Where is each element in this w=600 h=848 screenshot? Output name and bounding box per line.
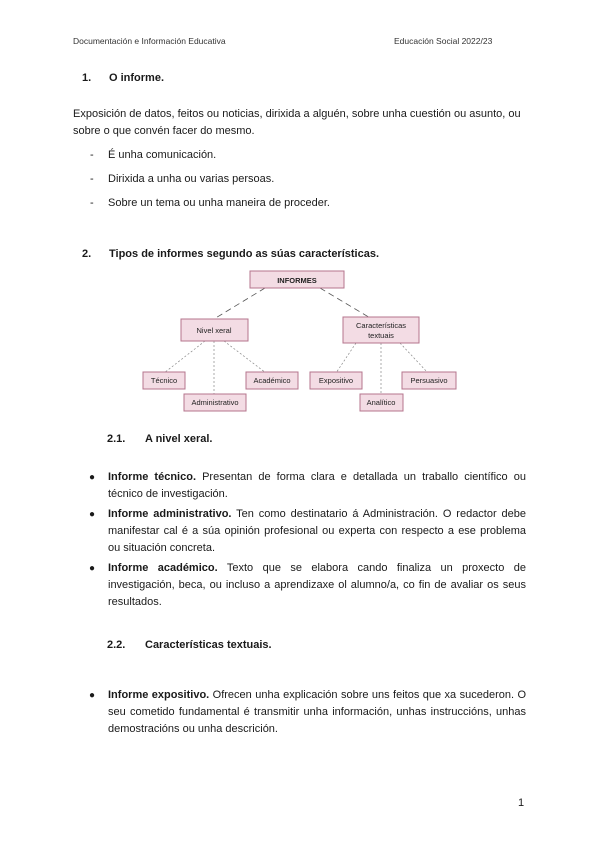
bullet-text: Presentan de forma clara e detallada un traballo científico ou técnico de investigación. — [108, 471, 526, 500]
label-expositivo: Expositivo — [318, 376, 354, 385]
bullet-icon: ● — [89, 690, 96, 701]
bullet-icon: ● — [89, 472, 96, 483]
section-1-title: O informe. — [109, 72, 165, 84]
page-number: 1 — [518, 797, 525, 809]
connector-left-tecnico — [164, 341, 205, 373]
list-item: - Sobre un tema ou unha maneira de proceder. — [90, 197, 330, 209]
section-2-1-heading — [107, 433, 407, 447]
connector-right-expositivo — [336, 343, 356, 373]
label-textuais: textuais — [368, 331, 394, 340]
connector-right-persuasivo — [400, 343, 428, 373]
list-item — [89, 687, 527, 738]
label-nivel-xeral: Nivel xeral — [196, 326, 232, 335]
connector-root-right — [320, 288, 372, 319]
header-left: Documentación e Información Educativa — [73, 36, 226, 46]
section-2-2-heading — [107, 639, 407, 653]
section-2-title: Tipos de informes segundo as súas características. — [109, 248, 380, 260]
connector-left-academico — [224, 341, 266, 373]
bullet-term: Informe académico. — [108, 562, 218, 574]
bullet-text: Ten como destinatario á Administración. O redactor debe manifestar cal é a súa opinión profesional ou experta con respecto a ese problema ou situación concreta. — [108, 508, 527, 554]
section-2-2-title: Características textuais. — [145, 639, 272, 651]
section-1-definition: Exposición de datos, feitos ou noticias, dirixida a alguén, sobre unha cuestión ou asunto, ou sobre o que convén facer do mesmo. — [73, 108, 521, 137]
bullet-term: Informe técnico. — [108, 471, 196, 483]
section-2-number: 2. — [82, 248, 92, 260]
bullet-icon: ● — [89, 509, 96, 520]
bullet-term: Informe administrativo. — [108, 508, 232, 520]
bullet-icon: ● — [89, 563, 96, 574]
label-tecnico: Técnico — [150, 376, 178, 385]
header-right: Educación Social 2022/23 — [394, 36, 493, 46]
section-2-2-number: 2.2. — [107, 639, 126, 651]
bullet-text: Ofrecen unha explicación sobre uns feitos que xa sucederon. O seu cometido fundamental é transmitir unha información, unhas instruccións, unhas demostracións ou unha descrición. — [108, 689, 527, 735]
label-caracteristicas: Características — [355, 321, 407, 330]
list-item — [89, 560, 526, 611]
section-1-number: 1. — [82, 72, 92, 84]
list-item: - É unha comunicación. — [90, 149, 217, 161]
connector-root-left — [214, 288, 265, 319]
list-item: - Dirixida a unha ou varias persoas. — [90, 173, 275, 185]
list-item — [89, 506, 527, 557]
label-administrativo: Administrativo — [191, 398, 239, 407]
label-persuasivo: Persuasivo — [410, 376, 448, 385]
bullet-term: Informe expositivo. — [108, 689, 210, 701]
list-item — [89, 469, 526, 503]
label-analitico: Analítico — [366, 398, 396, 407]
section-2-1-title: A nivel xeral. — [145, 433, 213, 445]
bullet-text: Texto que se elabora cando finaliza un proxecto de investigación, beca, ou incluso a aprendizaxe ol alumno/a, co fin de avaliar os seus resultados. — [108, 562, 526, 608]
label-informes: INFORMES — [277, 276, 317, 285]
label-academico: Académico — [253, 376, 291, 385]
section-2-1-number: 2.1. — [107, 433, 126, 445]
